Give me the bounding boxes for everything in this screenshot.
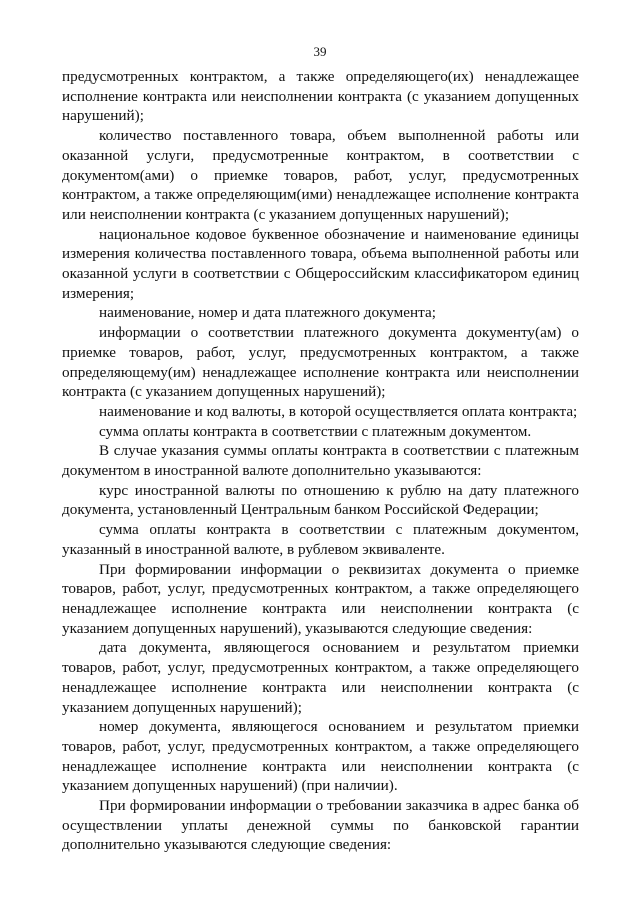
- paragraph-bank-guarantee: При формировании информации о требовании заказчика в адрес банка об осуществлении уплаты денежной суммы по банковской гарантии дополнительно указываются следующие сведения:: [62, 797, 579, 854]
- paragraph-unit-code: национальное кодовое буквенное обозначение и наименование единицы измерения количества поставленного товара, объема выполненной работы или оказанной услуги в соответствии с Общероссийским классификатором единиц измерения;: [62, 225, 579, 302]
- paragraph-exchange-rate: курс иностранной валюты по отношению к рублю на дату платежного документа, установленный Центральным банком Российской Федерации;: [62, 481, 579, 519]
- paragraph-continuation: предусмотренных контрактом, а также определяющего(их) ненадлежащее исполнение контракта или неисполнении контракта (с указанием допущенных нарушений);: [62, 68, 579, 125]
- paragraph-payment-amount: сумма оплаты контракта в соответствии с платежным документом.: [99, 422, 532, 440]
- paragraph-document-date: дата документа, являющегося основанием и результатом приемки товаров, работ, услуг, предусмотренных контрактом, а также определяющего ненадлежащее исполнение контракта или неисполнении контракта (с указанием допущенных нарушений);: [62, 639, 579, 716]
- paragraph-currency: наименование и код валюты, в которой осуществляется оплата контракта;: [99, 402, 578, 420]
- paragraph-ruble-equivalent: сумма оплаты контракта в соответствии с платежным документом, указанный в иностранной валюте, в рублевом эквиваленте.: [62, 521, 579, 558]
- paragraph-document-number: номер документа, являющегося основанием и результатом приемки товаров, работ, услуг, предусмотренных контрактом, а также определяющего ненадлежащее исполнение контракта или неисполнении контракта (с указанием допущенных нарушений) (при наличии).: [62, 718, 579, 795]
- page-number: 39: [313, 44, 327, 59]
- paragraph-acceptance-document: При формировании информации о реквизитах документа о приемке товаров, работ, услуг, предусмотренных контрактом, а также определяющего ненадлежащее исполнение контракта или неисполнении контракта (с указанием допущенных нарушений), указываются следующие сведения:: [62, 560, 579, 637]
- document-body: [62, 67, 579, 855]
- paragraph-payment-conformity: информации о соответствии платежного документа документу(ам) о приемке товаров, работ, услуг, предусмотренных контрактом, а также определяющему(им) ненадлежащее исполнение контракта или неисполнении контракта (с указанием допущенных нарушений);: [62, 324, 579, 401]
- paragraph-payment-document: наименование, номер и дата платежного документа;: [99, 304, 436, 322]
- paragraph-goods-quantity: количество поставленного товара, объем выполненной работы или оказанной услуги, предусмотренные контрактом, в соответствии с документом(ами) о приемке товаров, работ, услуг, предусмотренных контрактом, а также определяющим(ими) ненадлежащее исполнение контракта или неисполнении контракта (с указанием допущенных нарушений);: [62, 127, 579, 223]
- paragraph-foreign-currency: В случае указания суммы оплаты контракта в соответствии с платежным документом в иностранной валюте дополнительно указываются:: [62, 442, 579, 480]
